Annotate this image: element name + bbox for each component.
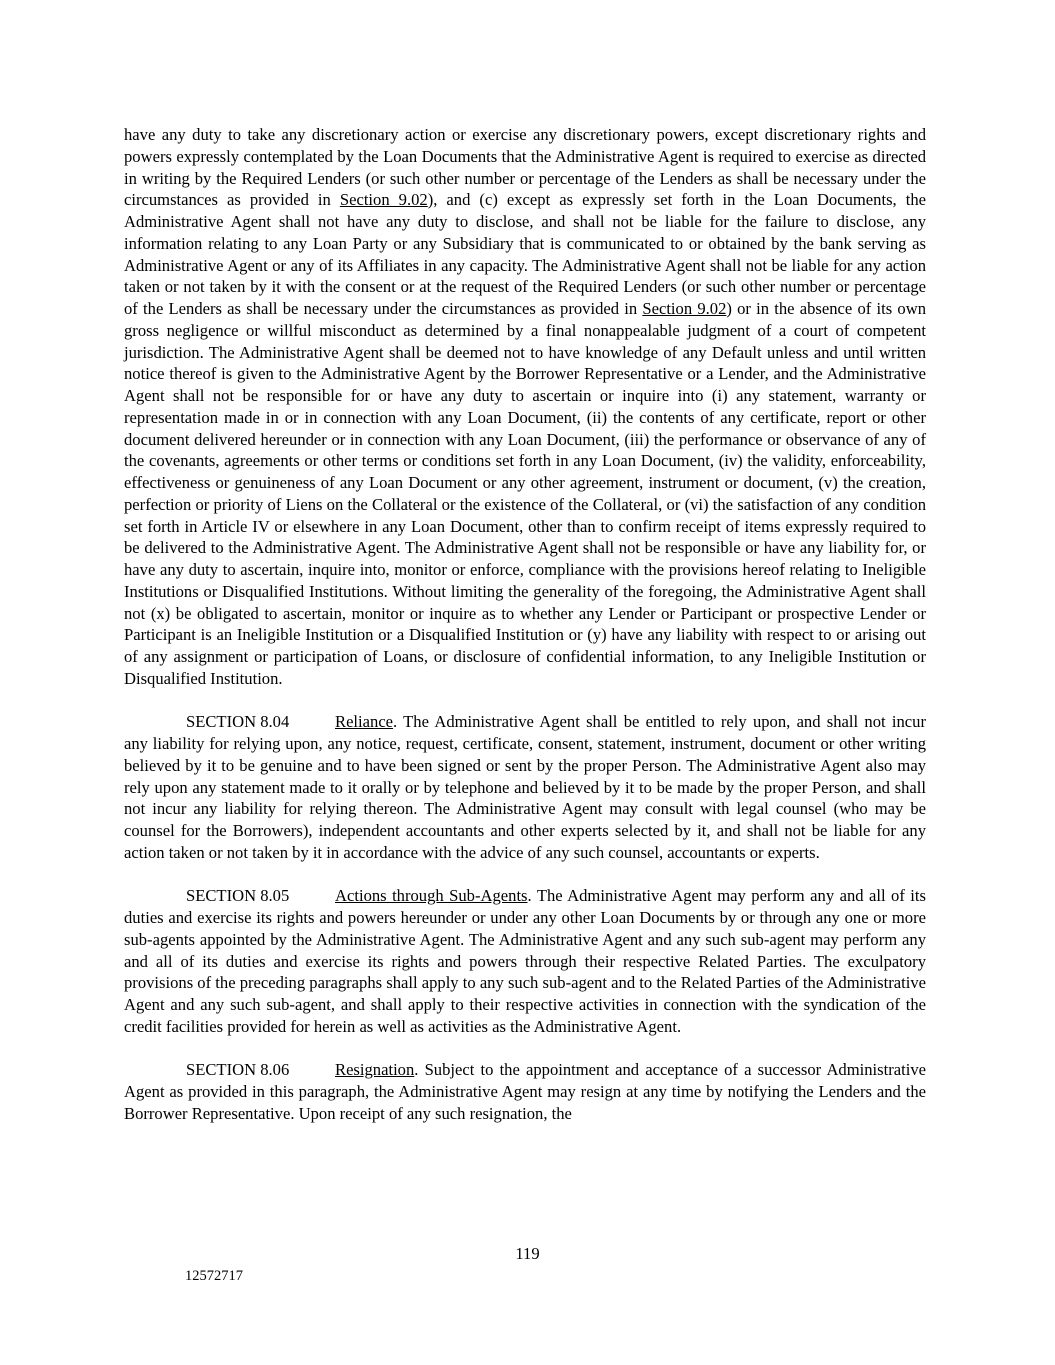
page-number: 119 [515, 1244, 540, 1263]
document-page-body [124, 124, 926, 1146]
paragraph-text: ) or in the absence of its own gross negligence or willful misconduct as determined by a final nonappealable judgment of a court of competent jurisdiction. The Administrative Agent shall be deemed not to have knowledge of any Default unless and until written notice thereof is given to the Administrative Agent by the Borrower Representative or a Lender, and the Administrative Agent shall not be responsible for or have any duty to ascertain or inquire into (i) any statement, warranty or representation made in or in connection with any Loan Document, (ii) the contents of any certificate, report or other document delivered hereunder or in connection with any Loan Document, (iii) the performance or observance of any of the covenants, agreements or other terms or conditions set forth in any Loan Document, (iv) the validity, enforceability, effectiveness or genuineness of any Loan Document or any other agreement, instrument or document, (v) the creation, perfection or priority of Liens on the Collateral or the existence of the Collateral, or (vi) the satisfaction of any condition set forth in Article IV or elsewhere in any Loan Document, other than to confirm receipt of items expressly required to be delivered to the Administrative Agent. The Administrative Agent shall not be responsible or have any liability for, or have any duty to ascertain, inquire into, monitor or enforce, compliance with the provisions hereof relating to Ineligible Institutions or Disqualified Institutions. Without limiting the generality of the foregoing, the Administrative Agent shall not (x) be obligated to ascertain, monitor or inquire as to whether any Lender or Participant or prospective Lender or Participant is an Ineligible Institution or a Disqualified Institution or (y) have any liability with respect to or arising out of any assignment or participation of Loans, or disclosure of confidential information, to any Ineligible Institution or Disqualified Institution. [124, 299, 926, 688]
section-text: . The Administrative Agent may perform any and all of its duties and exercise its rights and powers hereunder or under any other Loan Documents by or through any one or more sub-agents appointed by the Administrative Agent. The Administrative Agent and any such sub-agent may perform any and all of its duties and exercise its rights and powers through their respective Related Parties. The exculpatory provisions of the preceding paragraphs shall apply to any such sub-agent and to the Related Parties of the Administrative Agent and any such sub-agent, and shall apply to their respective activities in connection with the syndication of the credit facilities provided for herein as well as activities as the Administrative Agent. [124, 886, 926, 1036]
continuation-paragraph [124, 124, 926, 690]
section-number: SECTION 8.05 [186, 886, 290, 906]
section-8-05-paragraph [124, 885, 926, 1037]
section-number: SECTION 8.06 [186, 1060, 290, 1080]
section-title: Actions through Sub-Agents [335, 886, 528, 906]
document-id: 12572717 [185, 1268, 243, 1284]
section-9-02-reference[interactable]: Section 9.02 [642, 299, 727, 318]
section-text: . The Administrative Agent shall be entitled to rely upon, and shall not incur any liability for relying upon, any notice, request, certificate, consent, statement, instrument, document or other writing believed by it to be genuine and to have been signed or sent by the proper Person. The Administrative Agent also may rely upon any statement made to it orally or by telephone and believed by it to be made by the proper Person, and shall not incur any liability for relying thereon. The Administrative Agent may consult with legal counsel (who may be counsel for the Borrowers), independent accountants and other experts selected by it, and shall not be liable for any action taken or not taken by it in accordance with the advice of any such counsel, accountants or experts. [124, 712, 926, 862]
section-8-06-paragraph [124, 1059, 926, 1124]
paragraph-text: ), and (c) except as expressly set forth in the Loan Documents, the Administrative Agent shall not have any duty to disclose, and shall not be liable for the failure to disclose, any information relating to any Loan Party or any Subsidiary that is communicated to or obtained by the bank serving as Administrative Agent or any of its Affiliates in any capacity. The Administrative Agent shall not be liable for any action taken or not taken by it with the consent or at the request of the Required Lenders (or such other number or percentage of the Lenders as shall be necessary under the circumstances as provided in [124, 190, 926, 318]
section-8-04-paragraph [124, 711, 926, 863]
section-title: Resignation [335, 1060, 415, 1080]
paragraph-text: have any duty to take any discretionary action or exercise any discretionary powers, except discretionary rights and powers expressly contemplated by the Loan Documents that the Administrative Agent is required to exercise as directed in writing by the Required Lenders (or such other number or percentage of the Lenders as shall be necessary under the circumstances as provided in [124, 125, 926, 210]
section-9-02-reference[interactable]: Section 9.02 [339, 190, 428, 210]
section-number: SECTION 8.04 [186, 712, 290, 732]
section-text: . Subject to the appointment and acceptance of a successor Administrative Agent as provided in this paragraph, the Administrative Agent may resign at any time by notifying the Lenders and the Borrower Representative. Upon receipt of any such resignation, the [124, 1060, 926, 1123]
section-title: Reliance [335, 712, 394, 732]
